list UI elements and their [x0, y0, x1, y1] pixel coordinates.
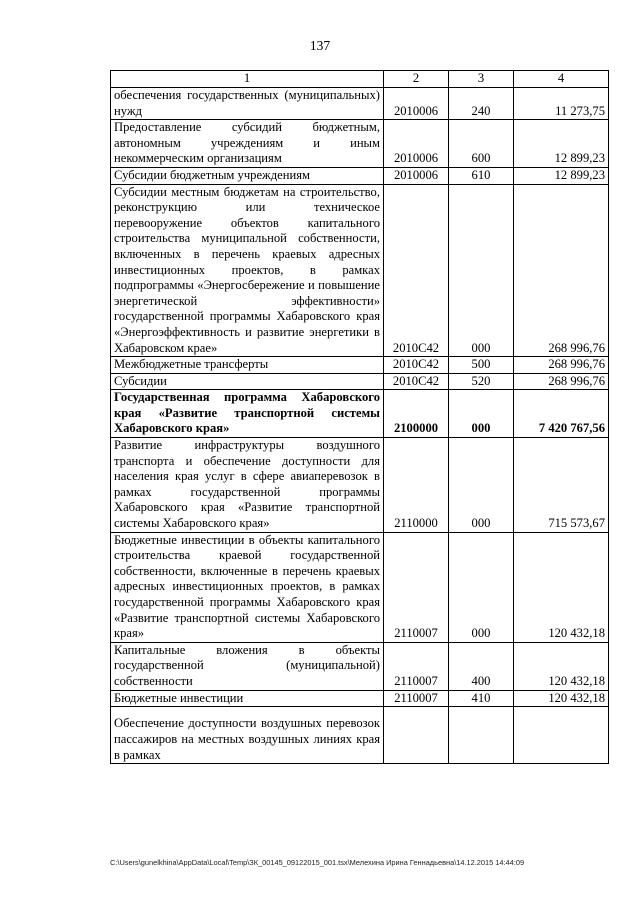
- row-name: обеспечения государственных (муниципальных) нужд: [111, 88, 384, 120]
- row-code: 2110007: [384, 642, 449, 690]
- table-row: [111, 373, 609, 390]
- row-type: 600: [449, 120, 514, 168]
- row-name: Капитальные вложения в объекты государственной (муниципальной) собственности: [111, 642, 384, 690]
- row-name: Государственная программа Хабаровского края «Развитие транспортной системы Хабаровского края»: [111, 390, 384, 438]
- row-amount: 120 432,18: [514, 642, 609, 690]
- row-amount: 120 432,18: [514, 532, 609, 642]
- column-header: 1: [111, 71, 384, 88]
- table-row: [111, 642, 609, 690]
- row-type: 410: [449, 690, 514, 707]
- table-row: [111, 532, 609, 642]
- row-code: 2100000: [384, 390, 449, 438]
- row-code: 2010006: [384, 120, 449, 168]
- row-type: 000: [449, 390, 514, 438]
- row-code: 2010С42: [384, 184, 449, 357]
- row-name: Субсидии местным бюджетам на строительство, реконструкцию или техническое перевооружение объектов капитального строительства муниципальной собственности, включенных в перечень краевых адресных инвестиционных проектов, в рамках подпрограммы «Энергосбережение и повышение энергетической эффективности» государственной программы Хабаровского края «Энергоэффективность и развитие энергетики в Хабаровском крае»: [111, 184, 384, 357]
- row-amount: 7 420 767,56: [514, 390, 609, 438]
- row-name: Субсидии: [111, 373, 384, 390]
- row-type: [449, 707, 514, 764]
- row-amount: 268 996,76: [514, 373, 609, 390]
- table-row: [111, 167, 609, 184]
- row-name: Обеспечение доступности воздушных перевозок пассажиров на местных воздушных линиях края в рамках: [111, 707, 384, 764]
- table-row: [111, 88, 609, 120]
- row-code: 2110007: [384, 532, 449, 642]
- row-amount: 12 899,23: [514, 167, 609, 184]
- budget-table: [110, 70, 609, 764]
- page-number: 137: [309, 38, 331, 53]
- row-amount: 268 996,76: [514, 184, 609, 357]
- table-row: [111, 690, 609, 707]
- row-type: 240: [449, 88, 514, 120]
- row-code: 2110007: [384, 690, 449, 707]
- row-type: 400: [449, 642, 514, 690]
- row-amount: 120 432,18: [514, 690, 609, 707]
- row-code: 2010С42: [384, 357, 449, 374]
- row-amount: 715 573,67: [514, 438, 609, 533]
- row-amount: 268 996,76: [514, 357, 609, 374]
- row-amount: [514, 707, 609, 764]
- row-name: Бюджетные инвестиции: [111, 690, 384, 707]
- column-header: 4: [514, 71, 609, 88]
- row-name: Бюджетные инвестиции в объекты капитального строительства краевой государственной собственности, включенные в перечень краевых адресных инвестиционных проектов, в рамках государственной программы Хабаровского края «Развитие транспортной системы Хабаровского края»: [111, 532, 384, 642]
- file-path-footer: C:\Users\gunelkhina\AppData\Local\Temp\ЗК_00145_09122015_001.tsx\Мелехина Ирина Геннадьевна\14.12.2015 14:44:09: [110, 858, 525, 867]
- table-row-program: [111, 390, 609, 438]
- row-code: [384, 707, 449, 764]
- table-row: [111, 184, 609, 357]
- row-amount: 11 273,75: [514, 88, 609, 120]
- row-code: 2010006: [384, 88, 449, 120]
- row-type: 520: [449, 373, 514, 390]
- row-type: 610: [449, 167, 514, 184]
- column-header: 3: [449, 71, 514, 88]
- row-name: Субсидии бюджетным учреждениям: [111, 167, 384, 184]
- table-row: [111, 357, 609, 374]
- row-amount: 12 899,23: [514, 120, 609, 168]
- table-row: [111, 438, 609, 533]
- row-code: 2010006: [384, 167, 449, 184]
- row-code: 2110000: [384, 438, 449, 533]
- table-row: [111, 707, 609, 764]
- row-type: 000: [449, 532, 514, 642]
- row-name: Предоставление субсидий бюджетным, автономным учреждениям и иным некоммерческим организациям: [111, 120, 384, 168]
- row-type: 000: [449, 184, 514, 357]
- row-name: Развитие инфраструктуры воздушного транспорта и обеспечение доступности для населения края услуг в сфере авиаперевозок в рамках государственной программы Хабаровского края «Развитие транспортной системы Хабаровского края»: [111, 438, 384, 533]
- column-header: 2: [384, 71, 449, 88]
- row-code: 2010С42: [384, 373, 449, 390]
- table-header-row: [111, 71, 609, 88]
- row-name: Межбюджетные трансферты: [111, 357, 384, 374]
- row-type: 000: [449, 438, 514, 533]
- table-row: [111, 120, 609, 168]
- row-type: 500: [449, 357, 514, 374]
